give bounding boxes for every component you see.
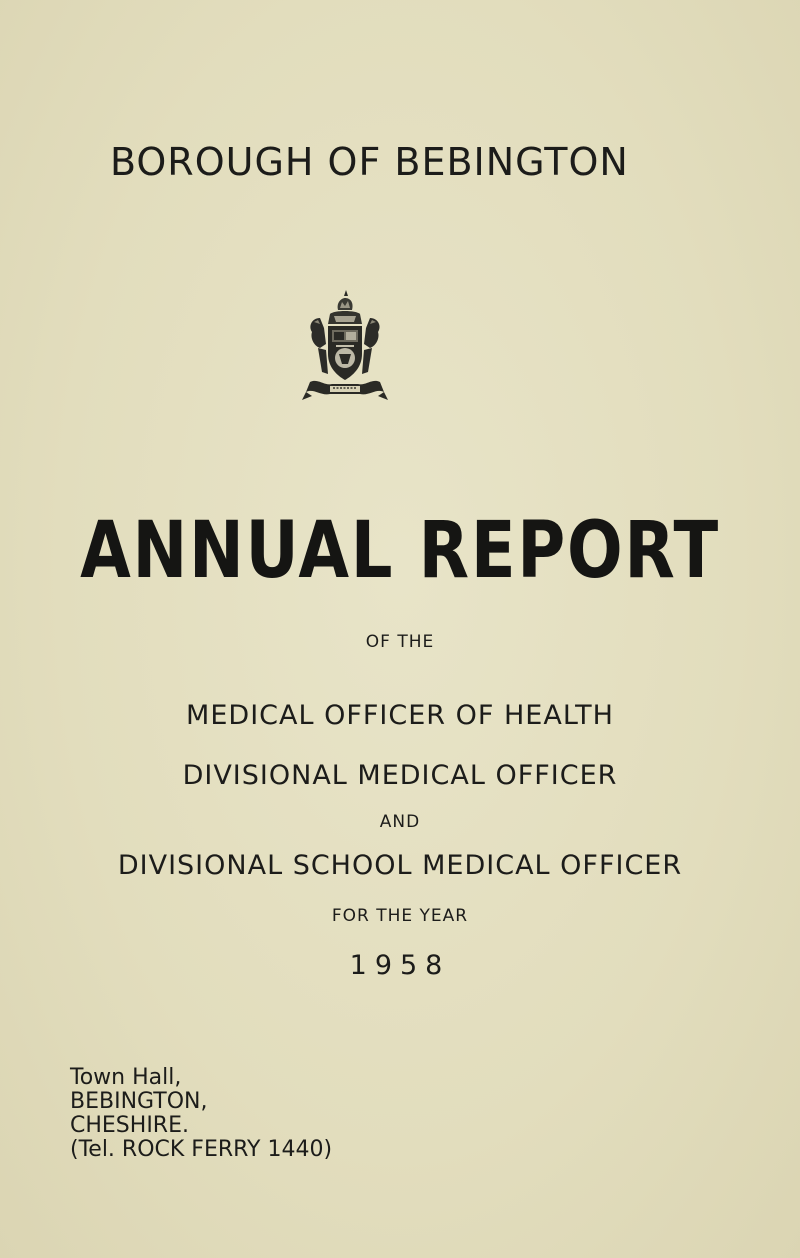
address-line-county: CHESHIRE. bbox=[70, 1113, 189, 1138]
address-line-telephone: (Tel. ROCK FERRY 1440) bbox=[70, 1137, 333, 1162]
borough-title: BOROUGH OF BEBINGTON bbox=[110, 140, 629, 184]
address-line-town-hall: Town Hall, bbox=[70, 1065, 182, 1090]
and-label: AND bbox=[379, 812, 421, 832]
address-line-town: BEBINGTON, bbox=[70, 1089, 208, 1114]
of-the-label: OF THE bbox=[365, 632, 435, 652]
report-year: 1958 bbox=[349, 950, 451, 981]
address-block bbox=[70, 1066, 332, 1162]
divisional-school-medical-officer-line: DIVISIONAL SCHOOL MEDICAL OFFICER bbox=[117, 850, 683, 881]
for-the-year-label: FOR THE YEAR bbox=[331, 906, 469, 926]
medical-officer-of-health-line: MEDICAL OFFICER OF HEALTH bbox=[186, 700, 614, 731]
coat-of-arms-icon bbox=[300, 288, 390, 412]
divisional-medical-officer-line: DIVISIONAL MEDICAL OFFICER bbox=[182, 760, 618, 791]
report-title: ANNUAL REPORT bbox=[80, 506, 720, 596]
